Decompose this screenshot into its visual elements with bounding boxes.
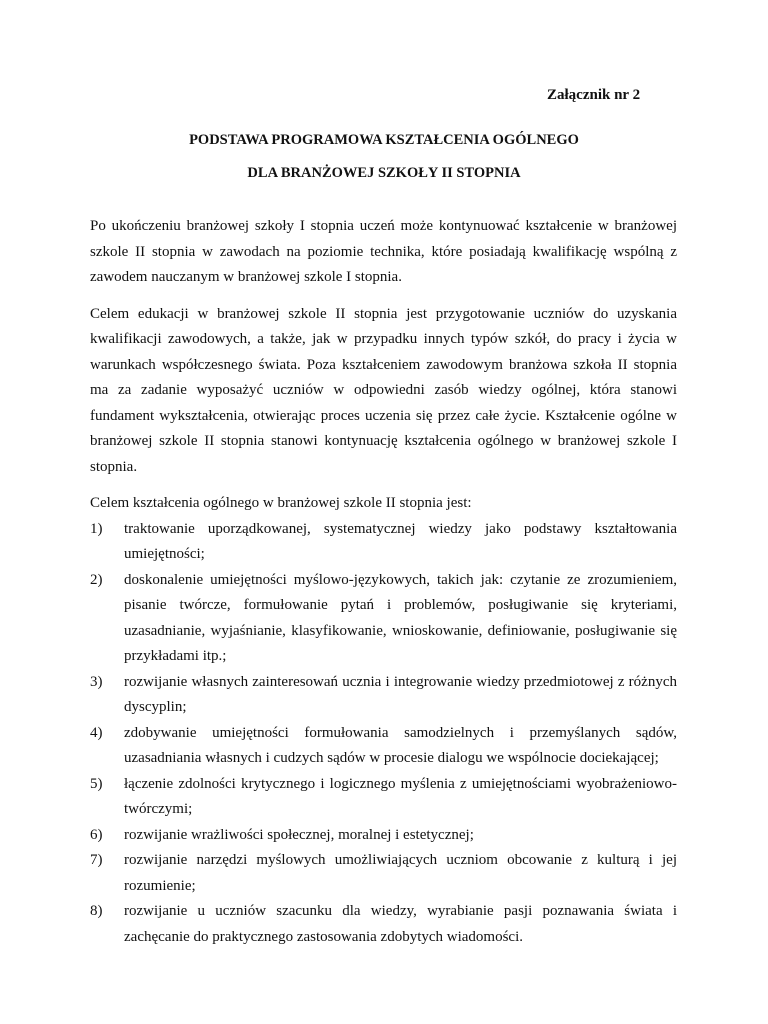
list-item: [90, 848, 677, 899]
attachment-label: Załącznik nr 2: [547, 87, 641, 103]
list-item-number: 5): [90, 775, 103, 792]
list-item-text: traktowanie uporządkowanej, systematycznej wiedzy jako podstawy kształtowania umiejętności;: [124, 520, 677, 562]
list-item-text: doskonalenie umiejętności myślowo-językowych, takich jak: czytanie ze zrozumieniem, pisanie twórcze, formułowanie pytań i problemów, posługiwanie się kryteriami, uzasadnianie, wyjaśnianie, klasyfikowanie, wnioskowanie, definiowanie, posługiwanie się przykładami itp.;: [124, 571, 677, 664]
list-item-number: 3): [90, 673, 103, 690]
paragraph-intro: Po ukończeniu branżowej szkoły I stopnia uczeń może kontynuować kształcenie w branżowej szkole II stopnia w zawodach na poziomie technika, które posiadają kwalifikację wspólną z zawodem nauczanym w branżowej szkole I stopnia.: [90, 218, 677, 285]
list-item-number: 4): [90, 724, 103, 741]
paragraph-education-goal: Celem edukacji w branżowej szkole II stopnia jest przygotowanie uczniów do uzyskania kwalifikacji zawodowych, a także, jak w przypadku innych typów szkół, do pracy i życia w warunkach współczesnego świata. Poza kształceniem zawodowym branżowa szkoła II stopnia ma za zadanie wyposażyć uczniów w odpowiedni zasób wiedzy ogólnej, która stanowi fundament wykształcenia, otwierając proces uczenia się przez całe życie. Kształcenie ogólne w branżowej szkole II stopnia stanowi kontynuację kształcenia ogólnego w branżowej szkole I stopnia.: [90, 305, 677, 475]
list-item: [90, 823, 677, 849]
list-item-text: rozwijanie własnych zainteresowań ucznia i integrowanie wiedzy przedmiotowej z różnych dyscyplin;: [124, 673, 677, 715]
list-item: [90, 517, 677, 568]
document-title-line-2: DLA BRANŻOWEJ SZKOŁY II STOPNIA: [247, 165, 521, 181]
list-item-number: 6): [90, 826, 103, 843]
list-item-text: rozwijanie u uczniów szacunku dla wiedzy, wyrabianie pasji poznawania świata i zachęcanie do praktycznego zastosowania zdobytych wiadomości.: [124, 903, 677, 945]
goals-list: [90, 517, 677, 951]
list-item-text: zdobywanie umiejętności formułowania samodzielnych i przemyślanych sądów, uzasadniania własnych i cudzych sądów w procesie dialogu we wspólnocie dociekającej;: [124, 724, 677, 766]
list-item: [90, 721, 677, 772]
list-item: [90, 899, 677, 950]
list-item: [90, 568, 677, 670]
goals-intro: Celem kształcenia ogólnego w branżowej szkole II stopnia jest:: [90, 495, 472, 511]
list-item-text: rozwijanie wrażliwości społecznej, moralnej i estetycznej;: [124, 826, 474, 843]
list-item-text: łączenie zdolności krytycznego i logicznego myślenia z umiejętnościami wyobrażeniowo-twórczymi;: [124, 775, 677, 817]
list-item: [90, 670, 677, 721]
document-body: [90, 214, 677, 950]
list-item-number: 7): [90, 852, 103, 868]
list-item-number: 8): [90, 903, 103, 919]
list-item-number: 1): [90, 520, 103, 537]
list-item: [90, 772, 677, 823]
document-title-line-1: PODSTAWA PROGRAMOWA KSZTAŁCENIA OGÓLNEGO: [189, 132, 579, 148]
list-item-number: 2): [90, 571, 103, 588]
list-item-text: rozwijanie narzędzi myślowych umożliwiających uczniom obcowanie z kulturą i jej rozumienie;: [124, 852, 677, 894]
